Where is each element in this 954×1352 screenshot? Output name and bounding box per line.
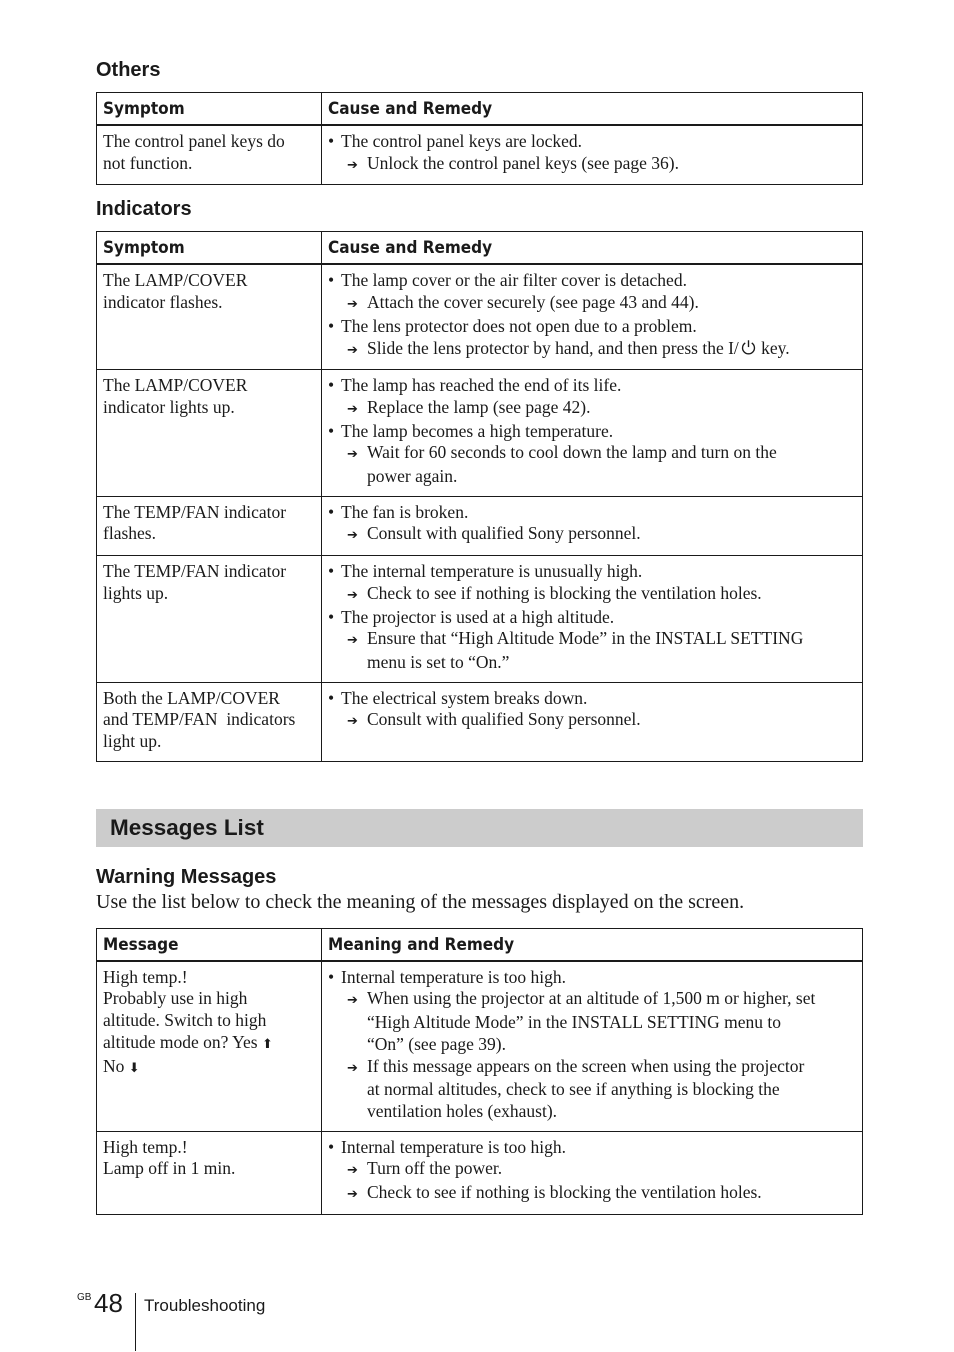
- remedy-cell: [322, 682, 863, 761]
- remedy-item: [328, 397, 856, 421]
- symptom-text: The TEMP/FAN indicator: [103, 561, 287, 582]
- remedy-text: power again.: [367, 466, 458, 487]
- arrow-right-icon: ➔: [347, 297, 358, 313]
- remedy-item: [328, 523, 856, 547]
- arrow-right-icon: ➔: [347, 587, 358, 603]
- table-row: [97, 264, 863, 369]
- remedy-text: Check to see if nothing is blocking the ventilation holes.: [367, 582, 762, 603]
- symptom-text: The LAMP/COVER: [103, 375, 248, 396]
- indicators-heading: Indicators: [96, 198, 192, 221]
- remedy-text: Unlock the control panel keys (see page 36).: [367, 152, 679, 173]
- remedy-cell: [322, 961, 863, 1131]
- remedy-text: Turn off the power.: [367, 1158, 503, 1179]
- symptom-text: not function.: [103, 152, 193, 173]
- cause-text: The lamp cover or the air filter cover is detached.: [341, 270, 687, 291]
- remedy-item: [328, 709, 856, 733]
- message-text: altitude mode on? Yes: [103, 1031, 258, 1052]
- remedy-text: Attach the cover securely (see page 43 and 44).: [367, 292, 699, 313]
- remedy-text: Consult with qualified Sony personnel.: [367, 709, 641, 730]
- remedy-text: menu is set to “On.”: [367, 651, 510, 672]
- remedy-cell: [322, 556, 863, 683]
- column-header-symptom: Symptom: [97, 232, 322, 265]
- remedy-text: Slide the lens protector by hand, and then press the I/: [367, 337, 739, 358]
- remedy-cell: [322, 264, 863, 369]
- symptom-text: and TEMP/FAN indicators: [103, 709, 296, 730]
- table-row: [97, 1131, 863, 1214]
- symptom-text: light up.: [103, 731, 162, 752]
- section-title: Messages List: [110, 814, 264, 840]
- remedy-cell: [322, 496, 863, 555]
- column-header-meaning-remedy: Meaning and Remedy: [322, 928, 863, 961]
- cause-item: • Internal temperature is too high.: [328, 966, 566, 987]
- arrow-right-icon: ➔: [347, 633, 358, 649]
- symptom-cell: [97, 370, 322, 497]
- indicators-table: [96, 231, 863, 761]
- arrow-right-icon: ➔: [347, 1187, 358, 1203]
- cause-text: Internal temperature is too high.: [341, 1136, 566, 1157]
- cause-text: The lens protector does not open due to a problem.: [341, 315, 697, 336]
- arrow-right-icon: ➔: [347, 1163, 358, 1179]
- column-header-message: Message: [97, 928, 322, 961]
- cause-item: • Internal temperature is too high.: [328, 1136, 566, 1157]
- page-content: [96, 58, 863, 1215]
- message-text: Lamp off in 1 min.: [103, 1158, 236, 1179]
- messages-table: [96, 928, 863, 1215]
- table-row: [97, 682, 863, 761]
- table-header-row: [97, 93, 863, 126]
- cause-item: • The lamp becomes a high temperature.: [328, 420, 614, 441]
- table-header-row: [97, 928, 863, 961]
- message-text: No: [103, 1055, 125, 1076]
- remedy-item: [328, 1056, 856, 1123]
- others-heading: Others: [96, 59, 161, 81]
- remedy-cell: [322, 370, 863, 497]
- table-row: [97, 961, 863, 1131]
- message-cell: [97, 961, 322, 1131]
- cause-text: The projector is used at a high altitude.: [341, 606, 615, 627]
- arrow-up-icon: ⬆: [261, 1036, 273, 1052]
- others-table: [96, 92, 863, 185]
- arrow-down-icon: ⬇: [128, 1060, 140, 1076]
- symptom-text: lights up.: [103, 582, 169, 603]
- arrow-right-icon: ➔: [347, 528, 358, 544]
- symptom-text: indicator flashes.: [103, 292, 223, 313]
- remedy-text: at normal altitudes, check to see if anything is blocking the: [367, 1079, 780, 1100]
- remedy-item: [328, 1182, 856, 1206]
- remedy-text: Wait for 60 seconds to cool down the lamp and turn on the: [367, 442, 777, 463]
- cause-text: The electrical system breaks down.: [341, 687, 588, 708]
- remedy-text: Consult with qualified Sony personnel.: [367, 523, 641, 544]
- symptom-cell: [97, 125, 322, 185]
- remedy-text: key.: [756, 337, 790, 358]
- cause-text: The lamp becomes a high temperature.: [341, 420, 614, 441]
- remedy-item: [328, 583, 856, 607]
- remedy-text: When using the projector at an altitude of 1,500 m or higher, set: [367, 988, 816, 1009]
- table-header-row: [97, 232, 863, 265]
- message-text: altitude. Switch to high: [103, 1010, 267, 1031]
- symptom-cell: [97, 264, 322, 369]
- cause-item: • The electrical system breaks down.: [328, 687, 588, 708]
- message-text: High temp.!: [103, 966, 188, 987]
- section-name: Troubleshooting: [144, 1296, 266, 1315]
- remedy-cell: [322, 1131, 863, 1214]
- arrow-right-icon: ➔: [347, 714, 358, 730]
- table-row: [97, 370, 863, 497]
- remedy-item: [328, 338, 856, 362]
- arrow-right-icon: ➔: [347, 157, 358, 173]
- remedy-item: [328, 988, 856, 1055]
- symptom-text: flashes.: [103, 523, 156, 544]
- remedy-item: [328, 153, 856, 177]
- footer-divider: [135, 1293, 136, 1351]
- column-header-cause-remedy: Cause and Remedy: [322, 232, 863, 265]
- remedy-text: “On” (see page 39).: [367, 1033, 506, 1054]
- remedy-text: Ensure that “High Altitude Mode” in the INSTALL SETTING: [367, 628, 804, 649]
- symptom-cell: [97, 556, 322, 683]
- cause-item: • The projector is used at a high altitude.: [328, 606, 615, 627]
- message-cell: [97, 1131, 322, 1214]
- cause-text: Internal temperature is too high.: [341, 966, 566, 987]
- arrow-right-icon: ➔: [347, 993, 358, 1009]
- cause-text: The fan is broken.: [341, 501, 469, 522]
- cause-item: • The lens protector does not open due to a problem.: [328, 315, 697, 336]
- intro-text: Use the list below to check the meaning of the messages displayed on the screen.: [96, 890, 745, 913]
- symptom-text: indicator lights up.: [103, 396, 235, 417]
- message-text: Probably use in high: [103, 988, 248, 1009]
- symptom-cell: [97, 682, 322, 761]
- arrow-right-icon: ➔: [347, 1060, 358, 1076]
- remedy-item: [328, 628, 856, 673]
- remedy-text: Check to see if nothing is blocking the ventilation holes.: [367, 1182, 762, 1203]
- remedy-item: [328, 442, 856, 487]
- symptom-text: The control panel keys do: [103, 131, 285, 151]
- arrow-right-icon: ➔: [347, 447, 358, 463]
- region-code: GB: [77, 1292, 92, 1303]
- cause-item: • The lamp has reached the end of its life.: [328, 375, 622, 396]
- remedy-item: [328, 1158, 856, 1182]
- cause-item: • The control panel keys are locked.: [328, 131, 583, 151]
- cause-text: The control panel keys are locked.: [341, 131, 583, 151]
- cause-item: • The lamp cover or the air filter cover is detached.: [328, 270, 687, 291]
- remedy-text: ventilation holes (exhaust).: [367, 1100, 558, 1121]
- column-header-symptom: Symptom: [97, 93, 322, 126]
- table-row: [97, 556, 863, 683]
- remedy-text: Replace the lamp (see page 42).: [367, 396, 591, 417]
- page-number: 48: [94, 1288, 123, 1318]
- remedy-cell: [322, 125, 863, 185]
- remedy-item: [328, 292, 856, 316]
- arrow-right-icon: ➔: [347, 342, 358, 358]
- cause-text: The lamp has reached the end of its life.: [341, 375, 622, 396]
- symptom-text: The TEMP/FAN indicator: [103, 501, 287, 522]
- cause-item: • The internal temperature is unusually high.: [328, 561, 643, 582]
- message-text: High temp.!: [103, 1136, 188, 1157]
- symptom-cell: [97, 496, 322, 555]
- symptom-text: The LAMP/COVER: [103, 270, 248, 291]
- cause-item: • The fan is broken.: [328, 501, 469, 522]
- column-header-cause-remedy: Cause and Remedy: [322, 93, 863, 126]
- power-icon: [740, 339, 757, 356]
- table-row: [97, 125, 863, 185]
- remedy-text: If this message appears on the screen when using the projector: [367, 1055, 805, 1076]
- warning-messages-heading: Warning Messages: [96, 865, 277, 888]
- symptom-text: Both the LAMP/COVER: [103, 687, 280, 708]
- arrow-right-icon: ➔: [347, 401, 358, 417]
- section-band: [96, 809, 863, 847]
- remedy-text: “High Altitude Mode” in the INSTALL SETTING menu to: [367, 1012, 781, 1033]
- cause-text: The internal temperature is unusually high.: [341, 561, 643, 582]
- table-row: [97, 496, 863, 555]
